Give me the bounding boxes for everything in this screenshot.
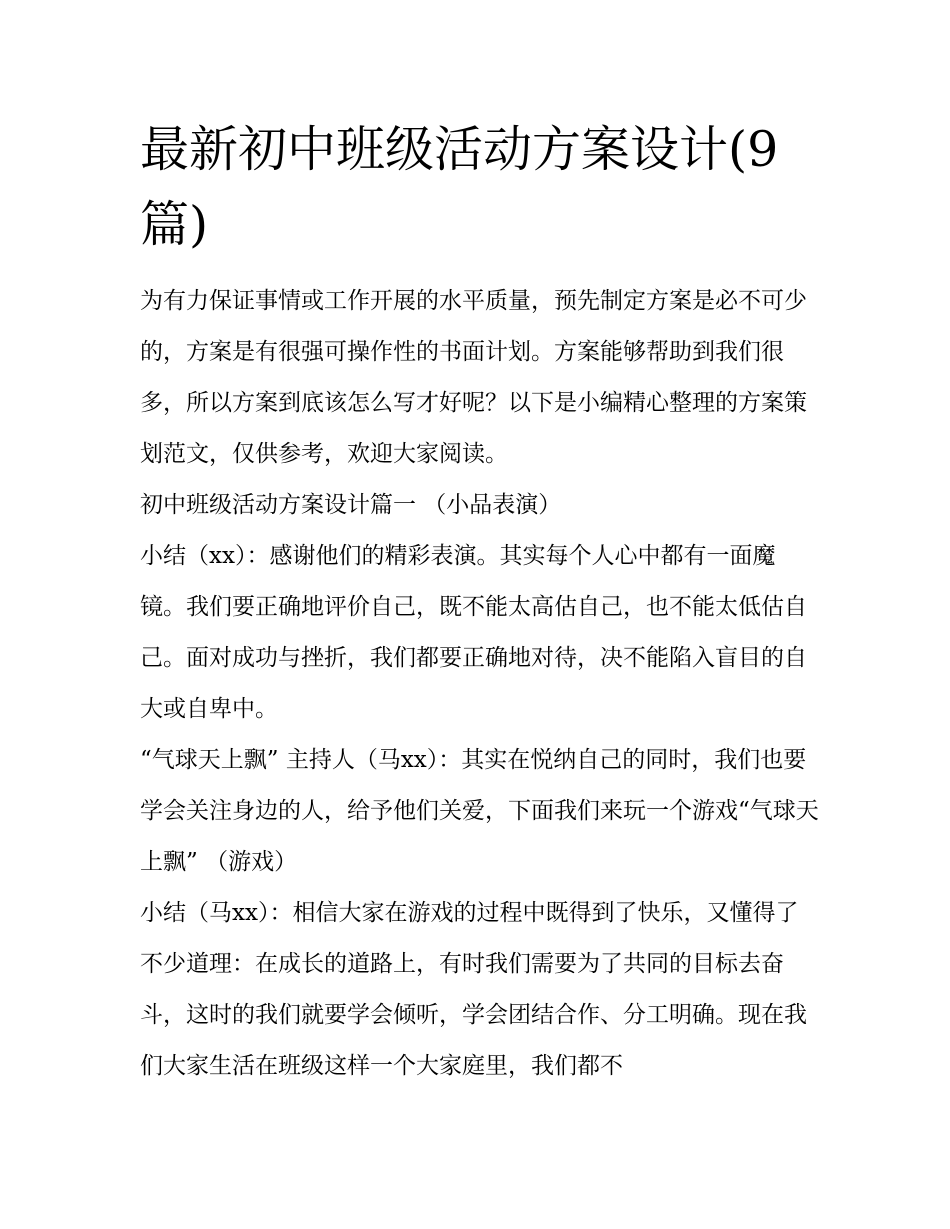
document-title: 最新初中班级活动方案设计(9篇) <box>140 121 779 253</box>
intro-paragraph: 为有力保证事情或工作开展的水平质量，预先制定方案是必不可少的，方案是有很强可操作性的书面计划。方案能够帮助到我们很多，所以方案到底该怎么写才好呢？以下是小编精心整理的方案策划范文，仅供参考，欢迎大家阅读。 <box>140 288 807 467</box>
section-heading-1: 初中班级活动方案设计篇一 （小品表演） <box>140 492 562 518</box>
host-paragraph: “气球天上飘” 主持人（马xx）：其实在悦纳自己的同时，我们也要学会关注身边的人，给予他们关爱，下面我们来玩一个游戏“气球天上飘” （游戏） <box>140 747 819 875</box>
document-body <box>140 276 820 1092</box>
summary-paragraph-1: 小结（xx）：感谢他们的精彩表演。其实每个人心中都有一面魔镜。我们要正确地评价自己，既不能太高估自己，也不能太低估自己。面对成功与挫折，我们都要正确地对待，决不能陷入盲目的自大或自卑中。 <box>140 543 807 722</box>
summary-paragraph-2: 小结（马xx）：相信大家在游戏的过程中既得到了快乐，又懂得了不少道理：在成长的道路上，有时我们需要为了共同的目标去奋斗，这时的我们就要学会倾听，学会团结合作、分工明确。现在我们大家生活在班级这样一个大家庭里，我们都不 <box>140 900 807 1079</box>
